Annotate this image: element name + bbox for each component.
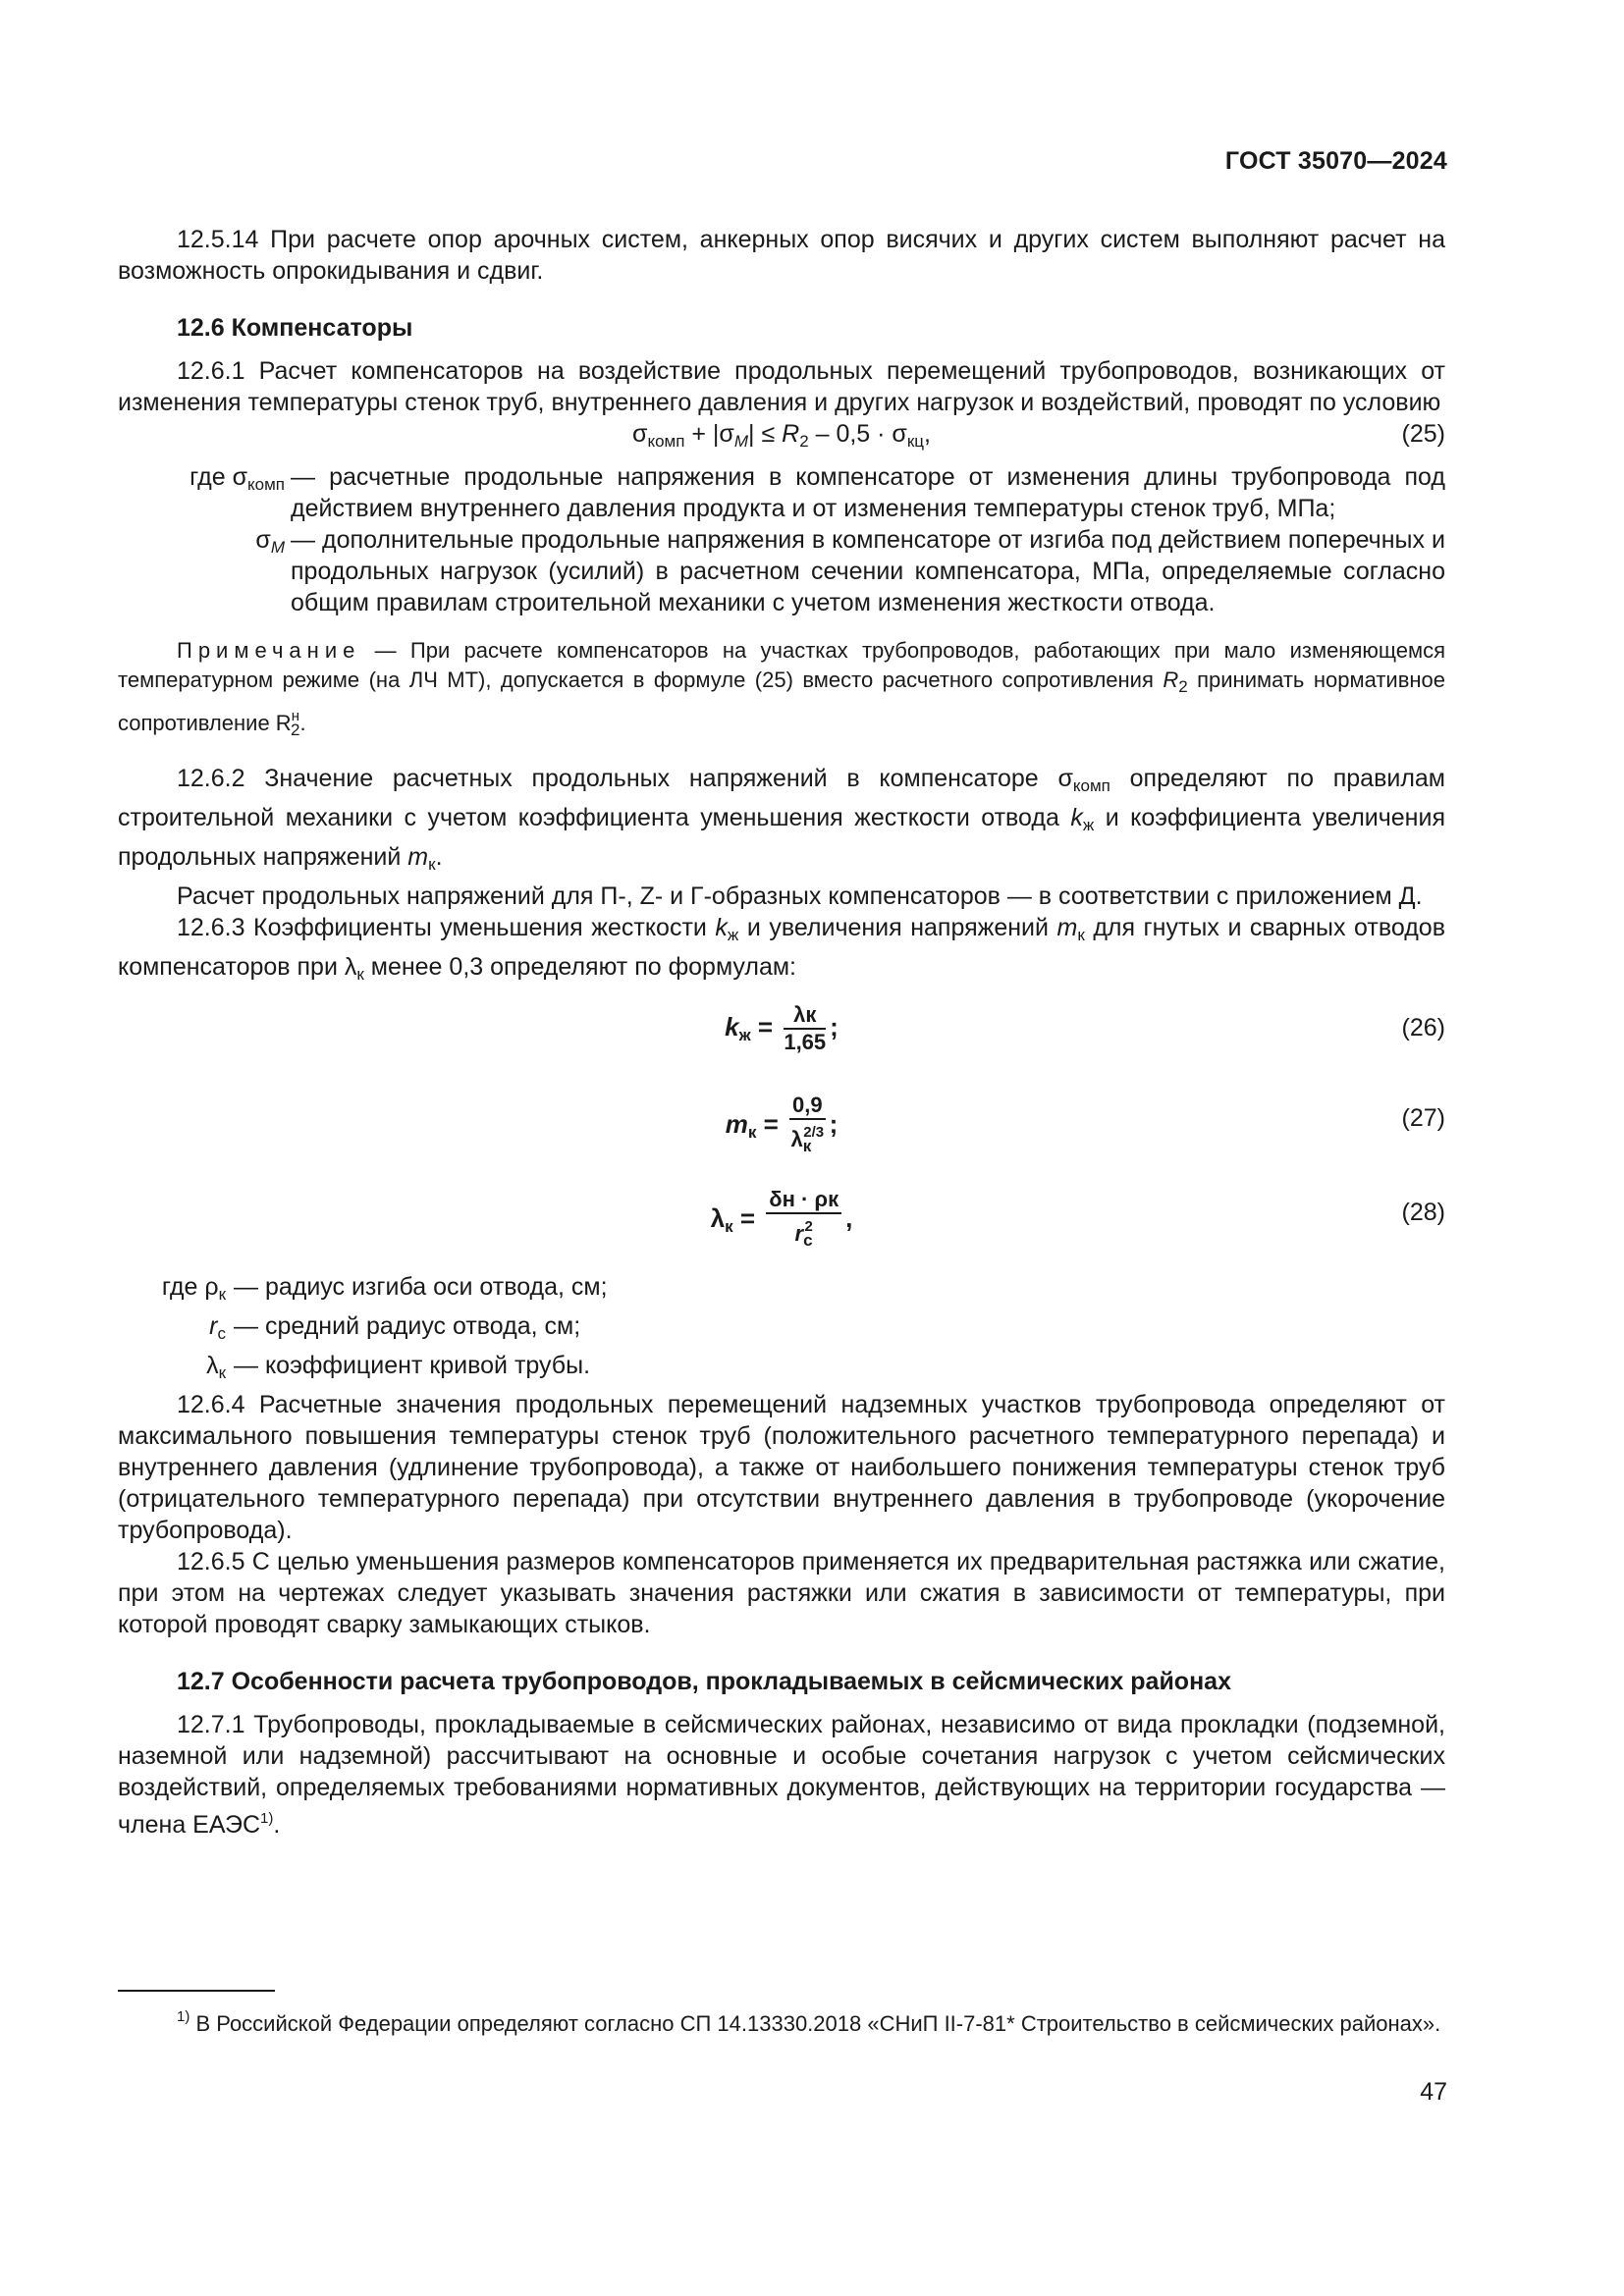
paragraph-12-6-1: 12.6.1 Расчет компенсаторов на воздействие продольных перемещений трубопроводов, возникающих от изменения температуры стенок труб, внутреннего давления и других нагрузок и воздействий, проводят по условию bbox=[118, 357, 1445, 416]
note-label: Примечание bbox=[177, 638, 361, 663]
footnote-ref: 1) bbox=[260, 1810, 274, 1827]
section-title-12-6: 12.6 Компенсаторы bbox=[177, 314, 413, 342]
paragraph-12-6-3: 12.6.3 Коэффициенты уменьшения жесткости $k_ж$ и увеличения напряжений $m_к$ для гнутых и сварных отводов компенсаторов при $\lambda_к$ менее 0,3 определяют по формулам: bbox=[118, 914, 1445, 984]
formula-28-expression: $\lambda_к$ = $\frac{\delta н \cdot \rho к}{r_с^2}$ , bbox=[710, 1187, 853, 1250]
formula-26-number: (26) bbox=[1401, 1014, 1445, 1041]
page-number: 47 bbox=[1420, 2078, 1447, 2106]
symbol-r: $r_с$ bbox=[209, 1312, 226, 1343]
formula-28 bbox=[118, 1181, 1445, 1261]
document-body bbox=[118, 224, 1445, 1841]
symbol-lambda: $\lambda_к$ bbox=[206, 1352, 226, 1382]
desc-r: — средний радиус отвода, см; bbox=[234, 1312, 581, 1340]
formula-27-number: (27) bbox=[1401, 1104, 1445, 1132]
paragraph-12-6-2: 12.6.2 Значение расчетных продольных напряжений в компенсаторе $\sigma_{комп}$ определяют по правилам строительной механики с учетом коэффициента уменьшения жесткости отвода $k_ж$ и коэффициента увеличения продольных напряжений $m_к$. bbox=[118, 765, 1445, 874]
symbol-rho: где $\rho_к$ bbox=[161, 1273, 226, 1304]
footnote: $^{1)}$ В Российской Федерации определяют согласно СП 14.13330.2018 «СНиП II-7-81* Строительство в сейсмических районах». bbox=[177, 2008, 1441, 2036]
formula-25-expression: $\sigma_{комп} + |\sigma_M| \le R_2 - 0,5 \cdot \sigma_{кц}$, bbox=[632, 420, 931, 451]
where-block-28 bbox=[118, 1271, 1445, 1389]
footnote-separator bbox=[118, 1990, 275, 1992]
desc-sigma-komp: — расчетные продольные напряжения в компенсаторе от изменения длины трубопровода под действием внутреннего давления продукта и от изменения температуры стенок труб, МПа; bbox=[291, 463, 1445, 522]
section-title-12-7: 12.7 Особенности расчета трубопроводов, прокладываемых в сейсмических районах bbox=[177, 1668, 1231, 1695]
desc-lambda: — коэффициент кривой трубы. bbox=[234, 1352, 591, 1379]
paragraph-raschet-kompensatorov: Расчет продольных напряжений для П-, Z- и Г-образных компенсаторов — в соответствии с приложением Д. bbox=[177, 882, 1423, 910]
desc-sigma-m: — дополнительные продольные напряжения в компенсаторе от изгиба под действием поперечных и продольных нагрузок (усилий) в расчетном сечении компенсатора, МПа, определяемые согласно общим правилам строительной механики с учетом изменения жесткости отвода. bbox=[291, 526, 1445, 616]
note: Примечание — При расчете компенсаторов на участках трубопроводов, работающих при мало изменяющемся температурном режиме (на ЛЧ МТ), допускается в формуле (25) вместо расчетного сопротивления $R_2$ принимать нормативное сопротивление $R^н_2$. bbox=[118, 638, 1446, 739]
paragraph-12-6-5: 12.6.5 С целью уменьшения размеров компенсаторов применяется их предварительная растяжка или сжатие, при этом на чертежах следует указывать значения растяжки или сжатия в зависимости от температуры, при которой проводят сварку замыкающих стыков. bbox=[118, 1548, 1445, 1638]
formula-28-number: (28) bbox=[1401, 1199, 1445, 1226]
desc-rho: — радиус изгиба оси отвода, см; bbox=[234, 1273, 608, 1301]
paragraph-12-7-1: 12.7.1 Трубопроводы, прокладываемые в сейсмических районах, независимо от вида прокладки (подземной, наземной или надземной) рассчитывают на основные и особые сочетания нагрузок с учетом сейсмических воздействий, определяемых требованиями нормативных документов, действующих на территории государства — члена ЕАЭС$^{1)}$. bbox=[118, 1711, 1445, 1839]
formula-27 bbox=[118, 1087, 1445, 1167]
formula-26-expression: $k_ж$ = $\frac{\lambda к}{1,65}$ ; bbox=[725, 1002, 839, 1054]
formula-27-expression: $m_к$ = $\frac{0,9}{\lambda_к^{2/3}}$ ; bbox=[725, 1093, 839, 1155]
paragraph-12-6-4: 12.6.4 Расчетные значения продольных перемещений надземных участков трубопровода определяют от максимального повышения температуры стенок труб (положительного расчетного температурного перепада) и внутреннего давления (удлинение трубопровода), а также от наибольшего понижения температуры стенок труб (отрицательного температурного перепада) при отсутствии внутреннего давления в трубопроводе (укорочение трубопровода). bbox=[118, 1391, 1445, 1544]
formula-26 bbox=[118, 996, 1445, 1077]
paragraph-12-5-14: 12.5.14 При расчете опор арочных систем, анкерных опор висячих и других систем выполняют расчет на возможность опрокидывания и сдвиг. bbox=[118, 226, 1445, 285]
symbol-sigma-m: $\sigma_M$ bbox=[255, 526, 285, 557]
document-code: ГОСТ 35070—2024 bbox=[1224, 147, 1447, 175]
formula-25-number: (25) bbox=[1401, 420, 1445, 448]
formula-25 bbox=[118, 418, 1445, 457]
symbol-sigma-komp: где $\sigma_{комп}$ bbox=[189, 463, 285, 494]
where-block-25 bbox=[118, 461, 1445, 618]
